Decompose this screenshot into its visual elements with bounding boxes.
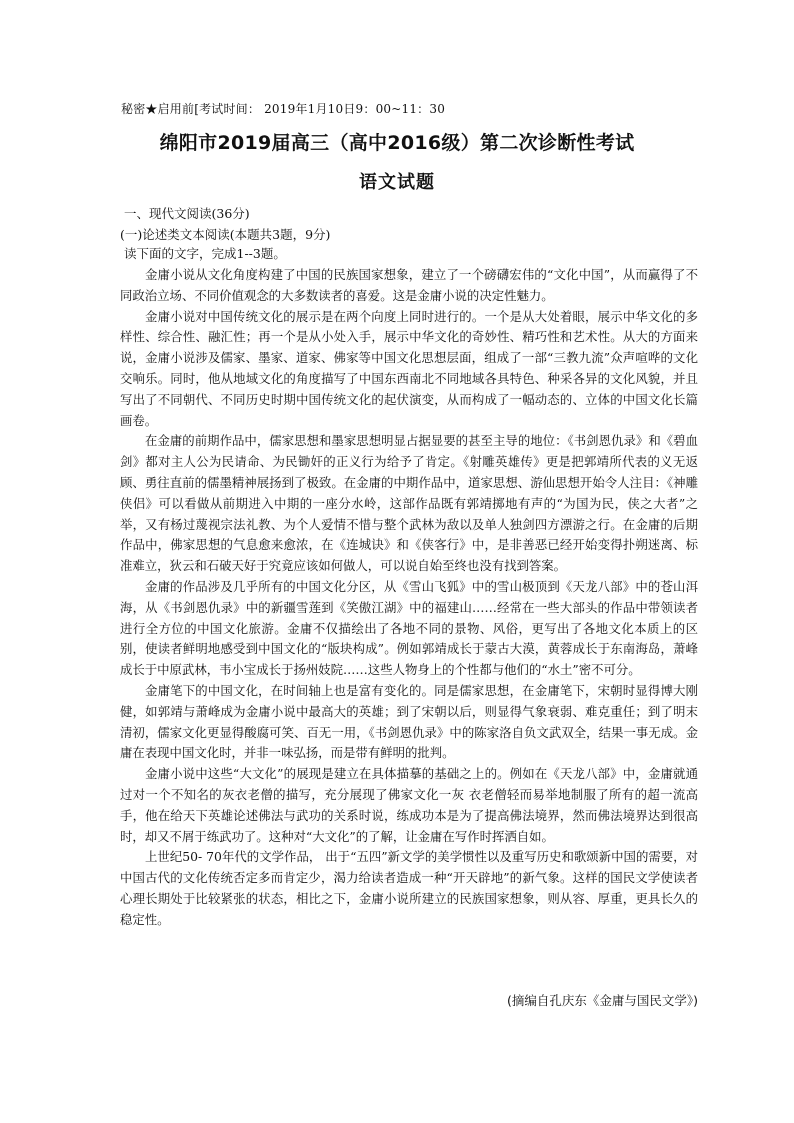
passage-paragraph-2: 金庸小说对中国传统文化的展示是在两个向度上同时进行的。一个是从大处着眼，展示中华文化的多样性、综合性、融汇性；再一个是从小处入手，展示中华文化的奇妙性、精巧性和艺术性。从大的方面来说，金庸小说涉及儒家、墨家、道家、佛家等中国文化思想层面，组成了一部“三教九流”众声喧哗的文化交响乐。同时，他从地域文化的角度描写了中国东西南北不同地域各具特色、种采各异的文化风貌，并且写出了不同朝代、不同历史时期中国传统文化的起伏演变，从而构成了一幅动态的、立体的中国文化长篇画卷。 xyxy=(120,308,698,428)
passage-paragraph-3: 在金庸的前期作品中，儒家思想和墨家思想明显占据显要的甚至主导的地位：《书剑恩仇录》和《碧血剑》都对主人公为民请命、为民锄奸的正义行为给予了肯定。《射雕英雄传》更是把郭靖所代表的义无返顾、勇往直前的儒墨精神展扬到了极致。在金庸的中期作品中，道家思想、游仙思想开始令人注目：《神雕侠侣》可以看做从前期进入中期的一座分水岭，这部作品既有郭靖掷地有声的“为国为民，侠之大者”之举，又有杨过蔑视宗法礼教、为个人爱情不惜与整个武林为敌以及单人独剑四方漂游之行。在金庸的后期作品中，佛家思想的气息愈来愈浓，在《连城诀》和《侠客行》中，是非善恶已经开始变得扑朔迷离、标准难立，狄云和石破天好于究竟应该如何做人，可以说自始至终也没有找到答案。 xyxy=(120,433,698,574)
confidential-exam-time-note: 秘密★启用前[考试时间： 2019年1月10日9：00~11：30 xyxy=(121,102,446,116)
reading-instruction: 读下面的文字，完成1--3题。 xyxy=(124,246,286,261)
subsection-heading: (一)论述类文本阅读(本题共3题，9分) xyxy=(120,227,331,242)
passage-paragraph-6: 金庸小说中这些“大文化”的展现是建立在具体描摹的基础之上的。例如在《天龙八部》中，金庸就通过对一个不知名的灰衣老僧的描写，充分展现了佛家文化一灰 衣老僧轻而易举地制服了所有的超一流高手，他在给天下英雄论述佛法与武功的关系时说，练成功本是为了提高佛法境界，然而佛法境界达到很高时，却又不屑于练武功了。这种对“大文化”的了解，让金庸在写作时挥洒自如。 xyxy=(120,766,698,844)
passage-paragraph-7: 上世纪50- 70年代的文学作品， 出于“五四”新文学的美学惯性以及重写历史和歌颂新中国的需要，对中国古代的文化传统否定多而肯定少，渴力给读者造成一种“开天辟地”的新气象。这样的国民文学使读者心理长期处于比较紧张的状态，相比之下，金庸小说所建立的民族国家想象，则从容、厚重，更具长久的稳定性。 xyxy=(120,849,698,927)
source-citation: (摘编自孔庆东《金庸与国民文学》) xyxy=(506,993,698,1008)
section-heading: 一、现代文阅读(36分) xyxy=(124,206,250,221)
subject-title: 语文试题 xyxy=(359,172,435,193)
reading-passage xyxy=(120,265,698,931)
passage-paragraph-5: 金庸笔下的中国文化，在时间轴上也是富有变化的。同是儒家思想，在金庸笔下，宋朝时显得博大刚健，如郭靖与萧峰成为金庸小说中最高大的英雄；到了宋朝以后，则显得气象衰弱、难克重任；到了明末清初，儒家文化更显得酸腐可笑、百无一用，《书剑恩仇录》中的陈家洛自负文武双全，结果一事无成。金庸在表现中国文化时，并非一味弘扬，而是带有鲜明的批判。 xyxy=(120,682,698,761)
exam-title: 绵阳市2019届高三（高中2016级）第二次诊断性考试 xyxy=(159,132,635,154)
passage-paragraph-1: 金庸小说从文化角度构建了中国的民族国家想象，建立了一个磅礴宏伟的“文化中国”，从而赢得了不同政治立场、不同价值观念的大多数读者的喜爱。这是金庸小说的决定性魅力。 xyxy=(120,267,698,303)
passage-paragraph-4: 金庸的作品涉及几乎所有的中国文化分区，从《雪山飞狐》中的雪山极顶到《天龙八部》中的苍山洱海，从《书剑恩仇录》中的新疆雪莲到《笑傲江湖》中的福建山……经常在一些大部头的作品中带领读者进行全方位的中国文化旅游。金庸不仅描绘出了各地不同的景物、风俗，更写出了各地文化本质上的区别，使读者鲜明地感受到中国文化的“版块构成”。例如郭靖成长于蒙古大漠，黄蓉成长于东南海岛，萧峰成长于中原武林，韦小宝成长于扬州妓院……这些人物身上的个性都与他们的“水土”密不可分。 xyxy=(120,578,698,678)
